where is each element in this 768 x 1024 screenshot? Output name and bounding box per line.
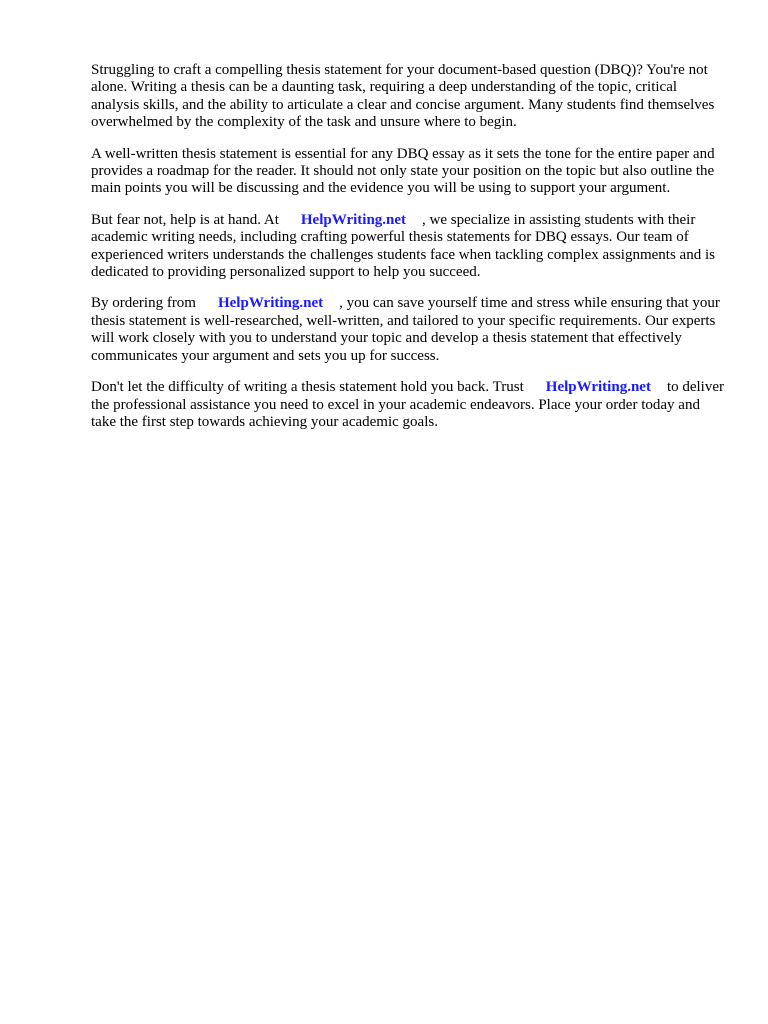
helpwriting-link-3[interactable]: HelpWriting.net xyxy=(545,379,651,396)
helpwriting-link-1[interactable]: HelpWriting.net xyxy=(300,211,407,228)
helpwriting-link-2[interactable]: HelpWriting.net xyxy=(217,295,324,312)
paragraph-intro-text: Struggling to craft a compelling thesis statement for your document-based question (DBQ)? You're not alone. Writing a thesis can be a daunting task, requiring a deep understanding of the topic, critical analysis skills, and the ability to articulate a clear and concise argument. Many students find themselves overwhelmed by the complexity of the task and unsure where to begin. xyxy=(91,62,715,131)
paragraph-ordering-text-before: By ordering from xyxy=(91,295,196,312)
paragraph-help xyxy=(91,212,726,282)
paragraph-importance-text: A well-written thesis statement is essential for any DBQ essay as it sets the tone for the entire paper and provides a roadmap for the reader. It should not only state your position on the topic but also outline the main points you will be discussing and the evidence you will be using to support your argument. xyxy=(91,145,715,197)
paragraph-closing xyxy=(91,379,726,431)
paragraph-help-text-after: , we specialize in assisting students with their academic writing needs, including crafting powerful thesis statements for DBQ essays. Our team of experienced writers understands the challenges students face when tackling complex assignments and is dedicated to providing personalized support to help you succeed. xyxy=(91,211,715,281)
paragraph-closing-text-after: to deliver the professional assistance you need to excel in your academic endeavors. Place your order today and take the first step towards achieving your academic goals. xyxy=(91,379,725,430)
paragraph-help-text-before: But fear not, help is at hand. At xyxy=(91,211,279,228)
document-page xyxy=(91,62,726,445)
paragraph-closing-text-before: Don't let the difficulty of writing a thesis statement hold you back. Trust xyxy=(91,379,524,396)
paragraph-ordering-text-after: , you can save yourself time and stress while ensuring that your thesis statement is well-researched, well-written, and tailored to your specific requirements. Our experts will work closely with you to understand your topic and develop a thesis statement that effectively communicates your argument and sets you up for success. xyxy=(91,295,720,364)
paragraph-importance xyxy=(91,146,726,198)
paragraph-ordering xyxy=(91,295,726,365)
paragraph-intro xyxy=(91,62,726,132)
